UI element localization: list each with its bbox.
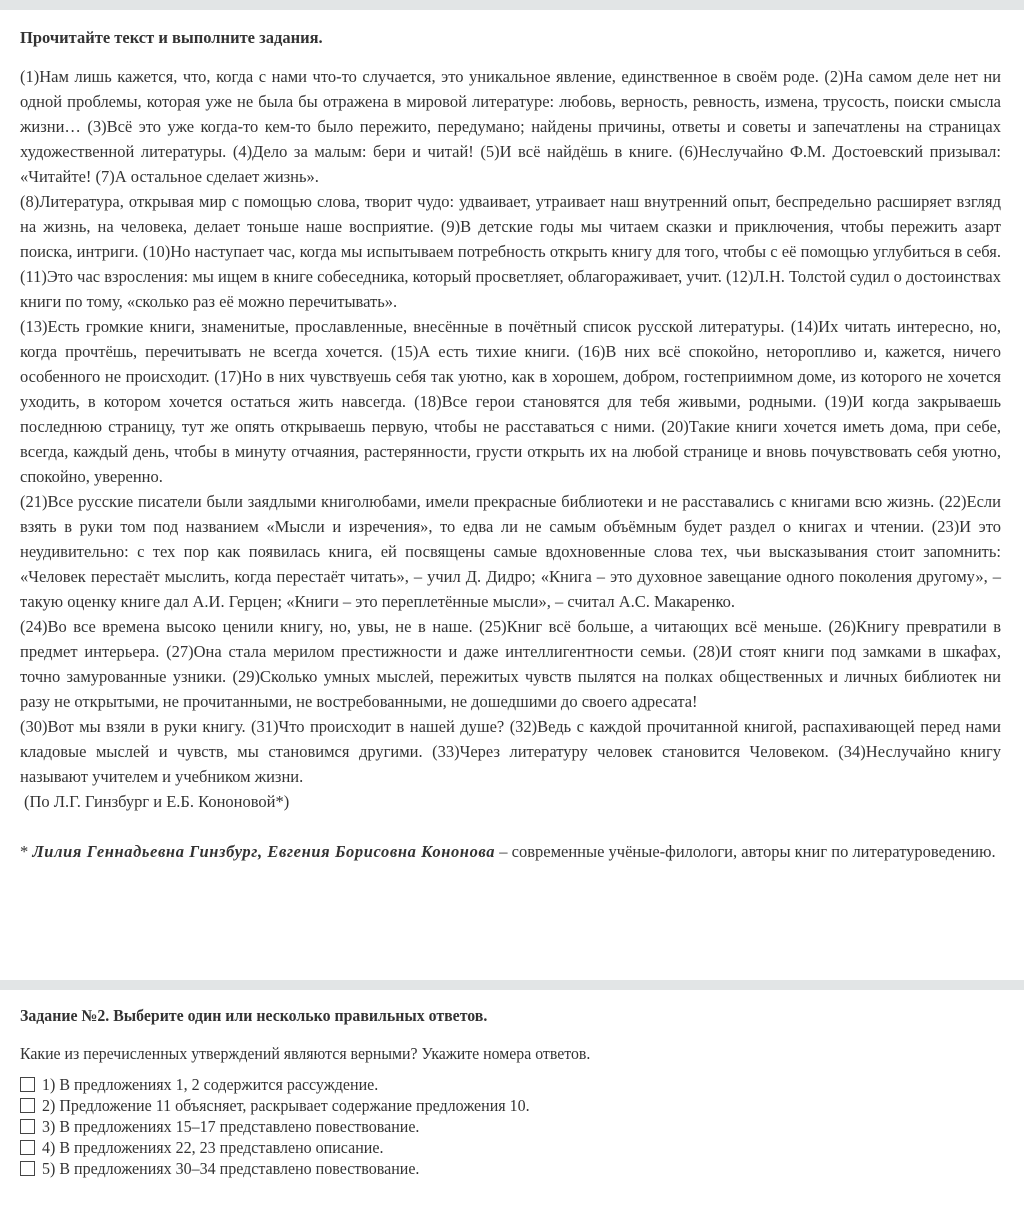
footnote-marker: * [20, 842, 29, 861]
answer-option-2[interactable] [20, 1095, 1001, 1116]
checkbox[interactable] [20, 1098, 35, 1113]
text-paragraph: (24)Во все времена высоко ценили книгу, но, увы, не в наше. (25)Книг всё больше, а читающих всё меньше. (26)Книгу превратили в предмет интерьера. (27)Она стала мерилом престижности и даже интеллигентности семьи. (28)И стоят книги под замками в шкафах, точно замурованные узники. (29)Сколько умных мыслей, пережитых чувств пылятся на полках общественных и личных библиотек ни разу не открытыми, не прочитанными, не востребованными, не дошедшими до своего адресата! [20, 617, 1001, 711]
footnote [20, 839, 1001, 864]
answer-option-3[interactable] [20, 1116, 1001, 1137]
text-paragraph: (13)Есть громкие книги, знаменитые, прославленные, внесённые в почётный список русской литературы. (14)Их читать интересно, но, когда прочтёшь, перечитывать не всегда хочется. (15)А есть тихие книги. (16)В них всё спокойно, неторопливо и, кажется, ничего особенного не происходит. (17)Но в них чувствуешь себя так уютно, как в хорошем, добром, гостеприимном доме, из которого не хочется уходить, в котором хочется остаться жить навсегда. (18)Все герои становятся для тебя живыми, родными. (19)И когда закрываешь последнюю страницу, тут же опять открываешь первую, чтобы не расставаться с ними. (20)Такие книги хочется иметь дома, при себе, всегда, каждый день, чтобы в минуту отчаяния, растерянности, грусти открыть их на любой странице и вновь почувствовать себя уютно, спокойно, уверенно. [20, 317, 1001, 486]
text-paragraph: (30)Вот мы взяли в руки книгу. (31)Что происходит в нашей душе? (32)Ведь с каждой прочитанной книгой, распахивающей перед нами кладовые мыслей и чувств, мы становимся другими. (33)Через литературу человек становится Человеком. (34)Неслучайно книгу называют учителем и учебником жизни. [20, 717, 1001, 786]
task-title: Задание №2. Выберите один или несколько правильных ответов. [20, 1006, 488, 1025]
checkbox[interactable] [20, 1161, 35, 1176]
source-attribution: (По Л.Г. Гинзбург и Е.Б. Кононовой*) [24, 792, 290, 811]
section-divider-bar [0, 980, 1024, 990]
spacer [20, 814, 1001, 839]
task-question: Какие из перечисленных утверждений являются верными? Укажите номера ответов. [20, 1044, 591, 1063]
reading-text [20, 64, 1001, 864]
answer-option-5[interactable] [20, 1158, 1001, 1179]
footnote-description: – современные учёные-филологи, авторы книг по литературоведению. [495, 842, 996, 861]
checkbox[interactable] [20, 1077, 35, 1092]
top-divider-bar [0, 0, 1024, 10]
text-paragraph: (21)Все русские писатели были заядлыми книголюбами, имели прекрасные библиотеки и не расставались с книгами всю жизнь. (22)Если взять в руки том под названием «Мысли и изречения», то едва ли не самым объёмным будет раздел о книгах и чтении. (23)И это неудивительно: с тех пор как появилась книга, ей посвящены самые вдохновенные слова тех, чьи высказывания стоит запомнить: «Человек перестаёт мыслить, когда перестаёт читать», – учил Д. Дидро; «Книга – это духовное завещание одного поколения другому», – такую оценку книге дал А.И. Герцен; «Книги – это переплетённые мысли», – считал А.С. Макаренко. [20, 492, 1001, 611]
answer-option-label: 4) В предложениях 22, 23 представлено описание. [42, 1137, 384, 1157]
reading-text-section [20, 28, 1001, 864]
answer-option-label: 1) В предложениях 1, 2 содержится рассуждение. [42, 1074, 379, 1094]
answer-option-label: 3) В предложениях 15–17 представлено повествование. [42, 1116, 420, 1136]
text-paragraph: (8)Литература, открывая мир с помощью слова, творит чудо: удваивает, утраивает наш внутренний опыт, беспредельно расширяет взгляд на жизнь, на человека, делает тоньше наше восприятие. (9)В детские годы мы читаем сказки и приключения, чтобы пережить азарт поиска, интриги. (10)Но наступает час, когда мы испытываем потребность открыть книгу для того, чтобы с её помощью углубиться в себя. (11)Это час взросления: мы ищем в книге собеседника, который просветляет, облагораживает, учит. (12)Л.Н. Толстой судил о достоинствах книги по тому, «сколько раз её можно перечитывать». [20, 192, 1001, 311]
text-paragraph: (1)Нам лишь кажется, что, когда с нами что-то случается, это уникальное явление, единственное в своём роде. (2)На самом деле нет ни одной проблемы, которая уже не была бы отражена в мировой литературе: любовь, верность, ревность, измена, трусость, поиски смысла жизни… (3)Всё это уже когда-то кем-то было пережито, передумано; найдены причины, ответы и советы и запечатлены на страницах художественной литературы. (4)Дело за малым: бери и читай! (5)И всё найдёшь в книге. (6)Неслучайно Ф.М. Достоевский призывал: «Читайте! (7)А остальное сделает жизнь». [20, 67, 1001, 186]
answer-options [20, 1074, 1001, 1179]
answer-option-label: 2) Предложение 11 объясняет, раскрывает содержание предложения 10. [42, 1095, 530, 1115]
answer-option-1[interactable] [20, 1074, 1001, 1095]
answer-option-4[interactable] [20, 1137, 1001, 1158]
section-heading: Прочитайте текст и выполните задания. [20, 28, 323, 47]
footnote-author-names: Лилия Геннадьевна Гинзбург, Евгения Борисовна Кононова [32, 842, 496, 861]
task-section [20, 1006, 1001, 1179]
checkbox[interactable] [20, 1140, 35, 1155]
checkbox[interactable] [20, 1119, 35, 1134]
answer-option-label: 5) В предложениях 30–34 представлено повествование. [42, 1158, 420, 1178]
